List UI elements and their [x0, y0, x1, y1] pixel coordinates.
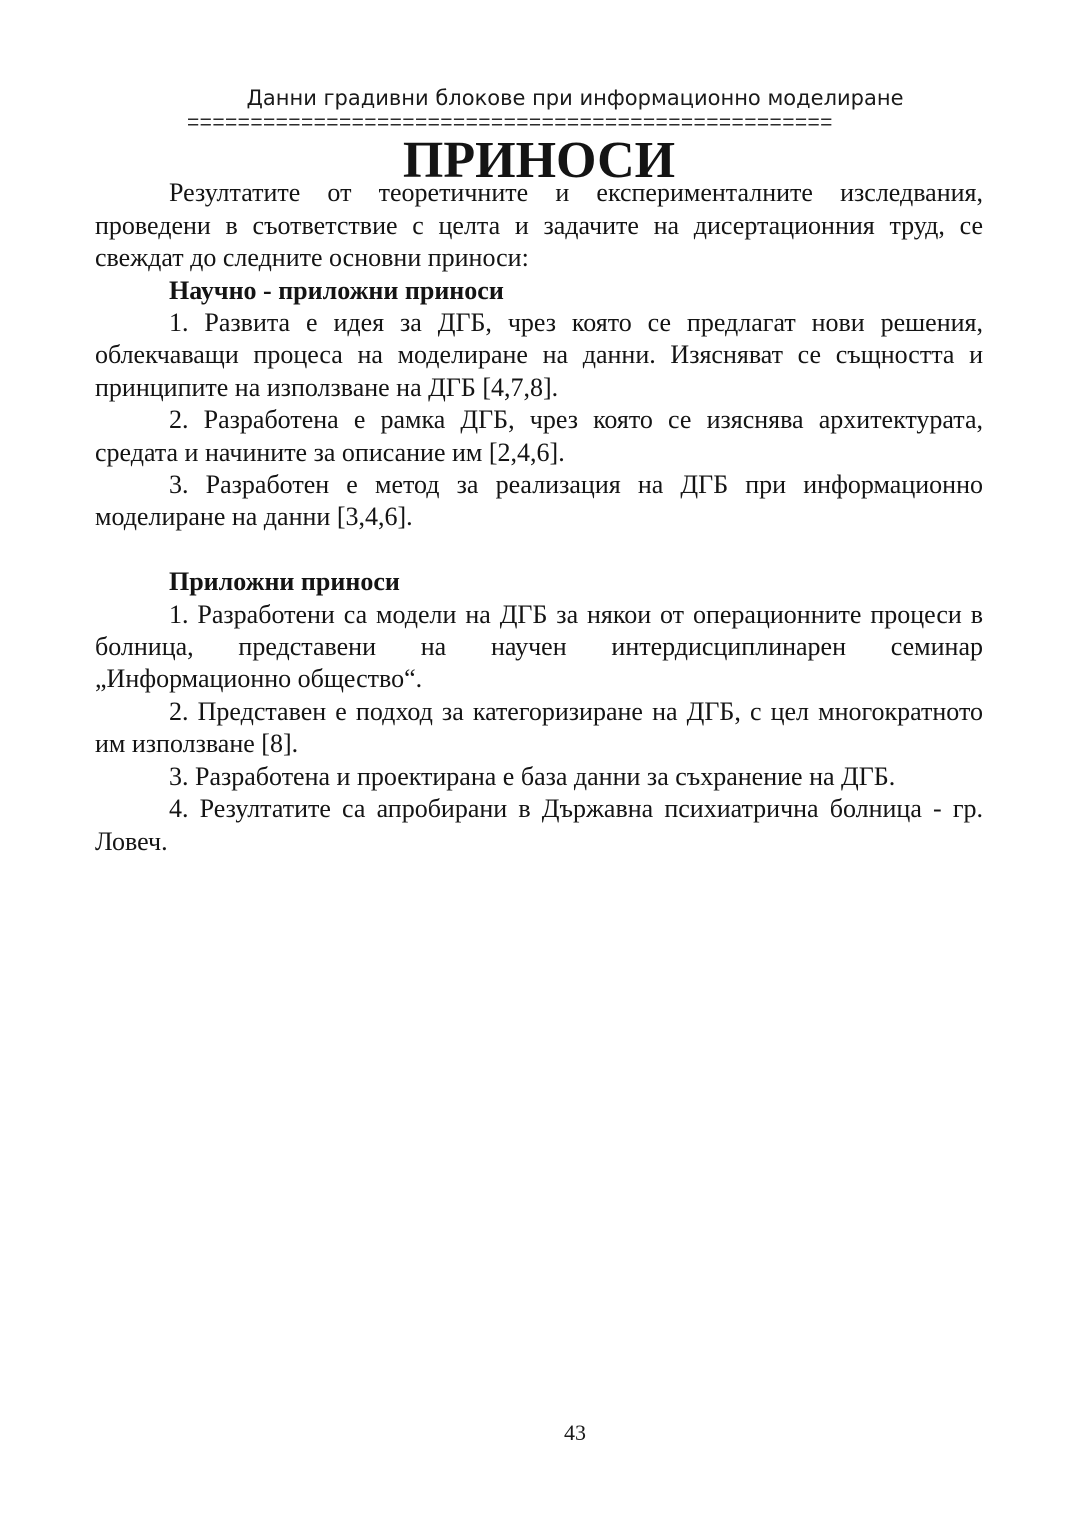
- applied-contribution-4: 4. Резултатите са апробирани в Държавна психиатрична болница - гр. Ловеч.: [95, 794, 983, 856]
- blank-line: [95, 534, 983, 566]
- intro-paragraph: Резултатите от теоретичните и експерименталните изследвания, проведени в съответствие с целта и задачите на дисертационния труд, се свеждат до следните основни приноси:: [95, 178, 983, 273]
- page-number: 43: [564, 1420, 586, 1445]
- header-rule: ===================================================: [187, 112, 833, 134]
- running-header: Данни градивни блокове при информационно моделиране: [246, 86, 904, 110]
- scientific-contributions-heading: Научно - приложни приноси: [169, 275, 504, 305]
- scientific-contribution-3: 3. Разработен е метод за реализация на ДГБ при информационно моделиране на данни [3,4,6].: [95, 470, 983, 532]
- scientific-contribution-2: 2. Разработена е рамка ДГБ, чрез която се изяснява архитектурата, средата и начините за описание им [2,4,6].: [95, 405, 983, 467]
- page-body: [95, 132, 983, 858]
- applied-contributions-heading: Приложни приноси: [169, 567, 400, 597]
- section-title: ПРИНОСИ: [402, 132, 676, 189]
- applied-contribution-2: 2. Представен е подход за категоризиране на ДГБ, с цел многократното им използване [8].: [95, 696, 983, 759]
- applied-contribution-3: 3. Разработена и проектирана е база данни за съхранение на ДГБ.: [169, 761, 896, 791]
- scientific-contribution-1: 1. Развита е идея за ДГБ, чрез която се предлагат нови решения, облекчаващи процеса на моделиране на данни. Изясняват се същността и принципите на използване на ДГБ [4,7,8].: [95, 308, 983, 402]
- applied-contribution-1: 1. Разработени са модели на ДГБ за някои от операционните процеси в болница, представени на научен интердисциплинарен семинар „Информационно общество“.: [95, 599, 983, 694]
